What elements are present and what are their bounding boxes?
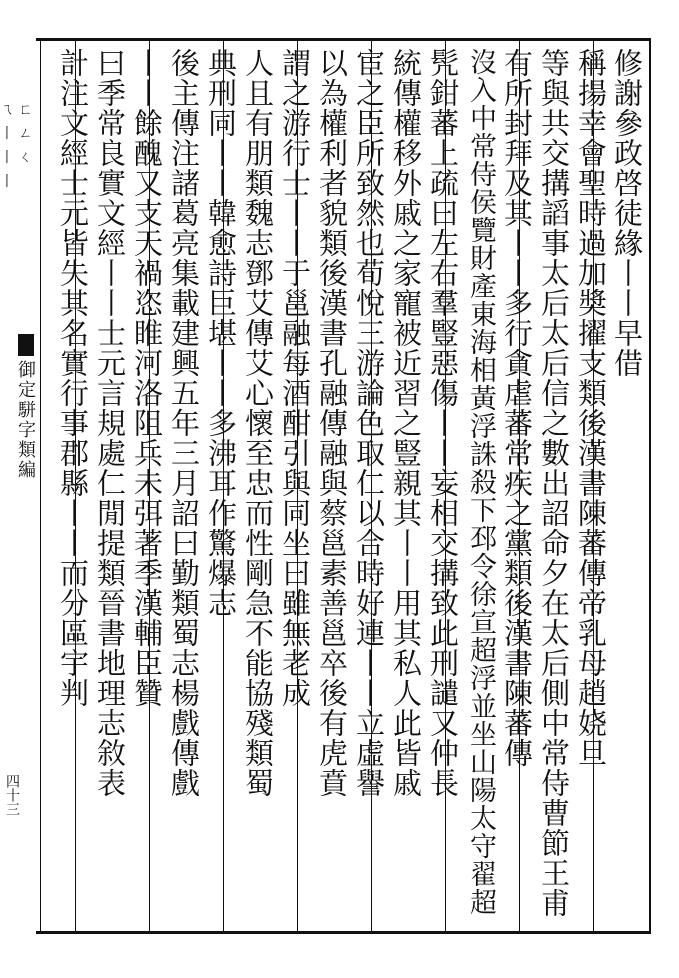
text-column-7: 統傳權移外戚之家寵被近習之豎親其丨丨用其私人此皆戚 bbox=[389, 48, 423, 798]
margin-marks: ㄟ ㄈ 丨 ㄥ 丨 ㄑ 丨 bbox=[0, 102, 33, 190]
fish-tail-mark bbox=[18, 334, 34, 356]
text-column-5: 沒入中常侍侯覽財產東海相黃浮誅殺下邳令徐宣超浮並坐山陽太守翟超 bbox=[465, 48, 496, 916]
page-number: 四十三 bbox=[4, 774, 20, 816]
text-column-2: 稱揚幸會聖時過加奬擢支類後漢書陳蕃傳帝乳母趙娆旦 bbox=[574, 48, 608, 768]
text-column-6: 髠鉗蕃上疏曰左右羣豎惡傷丨丨妄相交搆致此刑譴又仲長 bbox=[426, 48, 460, 798]
text-column-9: 以為權利者貌類後漢書孔融傳融與蔡邕素善邕卒後有虎賁 bbox=[315, 48, 349, 798]
column-rule bbox=[40, 38, 41, 931]
text-column-14: 丨丨餘醜又支天禍恣睢河洛阻兵未弭著季漢輔臣贊 bbox=[130, 48, 164, 708]
text-column-10: 謂之游行士丨丨于邕融每酒酣引與同坐曰雖無老成 bbox=[278, 48, 312, 708]
text-column-8: 宦之臣所致然也荀悅三游論色取仁以合時好連丨丨立虛譽 bbox=[352, 48, 386, 798]
text-column-11: 人且有朋類魏志鄧艾傳艾心懷至忠而性剛急不能協殘類蜀 bbox=[241, 48, 275, 798]
text-column-3: 等與共交搆謟事太后太后信之數出詔命夕在太后側中常侍曹節王甫 bbox=[537, 48, 571, 918]
text-column-16: 計注文經士元皆失其名實行事郡縣丨丨而分區宇判 bbox=[56, 48, 90, 708]
text-column-13: 後主傳注諸葛亮集載建興五年三月詔曰勤類蜀志楊戲傳戲 bbox=[167, 48, 201, 798]
text-column-12: 典刑同丨丨韓愈詩巨堪丨丨多沸耳作驚爆志 bbox=[204, 48, 238, 618]
center-margin bbox=[0, 38, 40, 931]
text-column-4: 有所封拜及其丨丨多行貪虐蕃常疾之黨類後漢書陳蕃傳 bbox=[500, 48, 534, 768]
text-column-15: 曰季常良實文經丨丨士元言規處仁閒提類晉書地理志敘表 bbox=[93, 48, 127, 798]
text-column-1: 修謝參政啓徒緣丨丨早借 bbox=[610, 48, 644, 378]
book-title: 御定駢字類編 bbox=[15, 360, 36, 480]
